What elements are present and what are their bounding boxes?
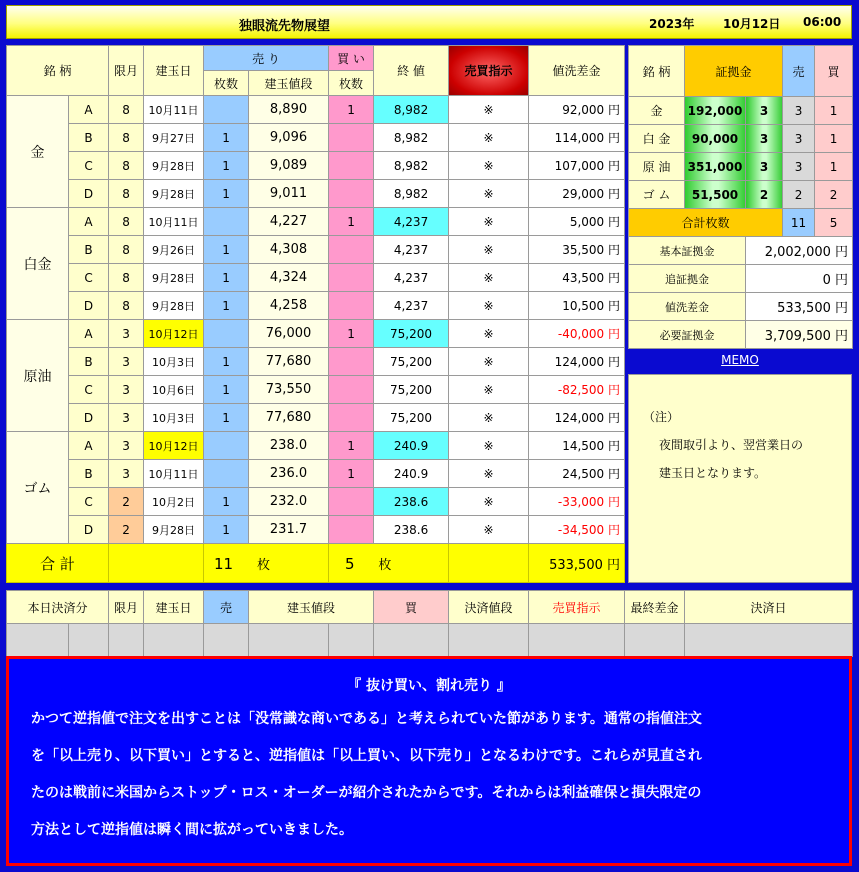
table-row [7,236,625,264]
sell-count-cell[interactable] [204,208,249,236]
summary-row [629,293,853,321]
sub-label: C [69,376,109,404]
buy-count-cell[interactable] [329,376,374,404]
order-cell: ※ [449,180,529,208]
total-buy: 5 枚 [329,544,449,583]
settle-cell[interactable] [249,624,329,657]
margin-value: 192,000 [685,97,746,125]
sub-label: B [69,124,109,152]
margin-buy: 2 [815,181,853,209]
date-cell: 10月11日 [144,460,204,488]
margin-sell: 3 [783,97,815,125]
settle-cell[interactable] [685,624,853,657]
settlement-table [6,590,853,657]
diff-cell: -34,500 円 [529,516,625,544]
diff-cell: 14,500 円 [529,432,625,460]
order-cell: ※ [449,404,529,432]
margin-row [629,125,853,153]
date-cell: 9月28日 [144,180,204,208]
sell-count-cell[interactable]: 1 [204,348,249,376]
price-cell[interactable]: 73,550 [249,376,329,404]
table-row [7,292,625,320]
memo-link[interactable]: MEMO [721,353,759,367]
group-name: 原油 [7,320,69,432]
settle-cell[interactable] [109,624,144,657]
diff-cell: -40,000 円 [529,320,625,348]
column-line: かつて逆指値で注文を出すことは「没常識な商いである」と考えられていた節があります。通常の指値注文 [31,711,702,727]
sell-count-cell[interactable]: 1 [204,264,249,292]
settle-cell[interactable] [204,624,249,657]
settle-col-header: 決済日 [685,591,853,624]
date-cell: 9月27日 [144,124,204,152]
side-col-brand: 銘 柄 [629,46,685,97]
close-cell: 8,982 [374,152,449,180]
memo-panel [628,374,852,583]
summary-row [629,265,853,293]
column-title: 『 抜け買い、割れ売り 』 [347,678,511,694]
summary-row [629,237,853,265]
group-name: ゴム [7,432,69,544]
summary-label: 必要証拠金 [629,321,746,349]
month-cell: 8 [109,292,144,320]
diff-cell: 24,500 円 [529,460,625,488]
month-cell: 3 [109,404,144,432]
margin-sell: 3 [783,153,815,181]
total-diff: 533,500 円 [529,544,625,583]
group-name: 白金 [7,208,69,320]
month-cell: 8 [109,124,144,152]
table-row [7,516,625,544]
margin-brand: ゴ ム [629,181,685,209]
sell-count-cell[interactable]: 1 [204,236,249,264]
date-cell: 10月11日 [144,208,204,236]
close-cell: 240.9 [374,432,449,460]
month-cell: 8 [109,180,144,208]
order-cell: ※ [449,376,529,404]
close-cell: 4,237 [374,264,449,292]
sell-count-cell[interactable]: 1 [204,488,249,516]
diff-cell: 124,000 円 [529,404,625,432]
order-cell: ※ [449,488,529,516]
date-cell: 10月3日 [144,348,204,376]
diff-cell: 43,500 円 [529,264,625,292]
close-cell: 238.6 [374,488,449,516]
order-cell: ※ [449,516,529,544]
month-cell: 3 [109,376,144,404]
month-cell: 8 [109,264,144,292]
month-cell: 3 [109,320,144,348]
month-cell: 3 [109,432,144,460]
buy-count-cell[interactable] [329,152,374,180]
close-cell: 240.9 [374,460,449,488]
price-cell[interactable]: 4,258 [249,292,329,320]
price-cell[interactable]: 9,089 [249,152,329,180]
order-cell: ※ [449,236,529,264]
col-brand: 銘 柄 [7,46,109,96]
sub-label: C [69,264,109,292]
settle-col-header: 建玉値段 [249,591,374,624]
close-cell: 4,237 [374,236,449,264]
margin-value: 90,000 [685,125,746,153]
col-diff: 値洗差金 [529,46,625,96]
sell-count-cell[interactable]: 1 [204,152,249,180]
time-label: 06:00 [803,15,842,29]
sub-label: C [69,152,109,180]
col-sell-group: 売 り [204,46,329,71]
settle-cell[interactable] [529,624,625,657]
price-cell[interactable]: 4,308 [249,236,329,264]
memo-line-2: 夜間取引より、翌営業日の [659,438,804,452]
order-cell: ※ [449,432,529,460]
sub-label: A [69,96,109,124]
margin-count: 3 [746,153,783,181]
buy-count-cell[interactable] [329,264,374,292]
sell-count-cell[interactable] [204,432,249,460]
sub-label: D [69,404,109,432]
buy-count-cell[interactable] [329,236,374,264]
month-cell: 8 [109,208,144,236]
price-cell[interactable]: 232.0 [249,488,329,516]
settle-col-header: 決済値段 [449,591,529,624]
margin-value: 351,000 [685,153,746,181]
table-row [7,124,625,152]
summary-value: 533,500 円 [746,293,853,321]
buy-count-cell[interactable] [329,180,374,208]
page-title: 独眼流先物展望 [239,19,331,34]
margin-sell: 2 [783,181,815,209]
date-cell: 10月12日 [144,320,204,348]
price-cell[interactable]: 76,000 [249,320,329,348]
col-month: 限月 [109,46,144,96]
price-cell[interactable]: 4,324 [249,264,329,292]
column-line: を「以上売り、以下買い」とすると、逆指値は「以上買い、以下売り」となるわけです。これらが見直され [31,748,702,764]
margin-sell: 3 [783,125,815,153]
diff-cell: -82,500 円 [529,376,625,404]
order-cell: ※ [449,152,529,180]
margin-count: 3 [746,125,783,153]
buy-count-cell[interactable] [329,516,374,544]
summary-row [629,321,853,349]
group-name: 金 [7,96,69,208]
margin-brand: 金 [629,97,685,125]
price-cell[interactable]: 9,096 [249,124,329,152]
summary-value: 0 円 [746,265,853,293]
settle-col-header: 最終差金 [625,591,685,624]
close-cell: 75,200 [374,376,449,404]
table-row [7,208,625,236]
sell-count-cell[interactable] [204,96,249,124]
table-row [7,152,625,180]
diff-cell: 5,000 円 [529,208,625,236]
table-row [7,488,625,516]
side-total-label: 合計枚数 [629,209,783,237]
column-box [6,656,852,866]
diff-cell: 10,500 円 [529,292,625,320]
margin-count: 2 [746,181,783,209]
table-row [7,180,625,208]
side-col-sell: 売 [783,46,815,97]
sub-label: A [69,320,109,348]
buy-count-cell[interactable]: 1 [329,460,374,488]
order-cell: ※ [449,208,529,236]
memo-line-1: （注） [643,410,680,424]
buy-count-cell[interactable]: 1 [329,208,374,236]
month-cell: 8 [109,152,144,180]
col-buy-group: 買 い [329,46,374,71]
table-row [7,376,625,404]
settle-cell[interactable] [7,624,69,657]
close-cell: 75,200 [374,404,449,432]
close-cell: 8,982 [374,124,449,152]
date-cell: 9月28日 [144,516,204,544]
table-row [7,348,625,376]
date-label: 10月12日 [723,17,781,31]
close-cell: 4,237 [374,208,449,236]
table-row [7,264,625,292]
date-cell: 9月28日 [144,152,204,180]
margin-buy: 1 [815,153,853,181]
sell-count-cell[interactable] [204,320,249,348]
summary-value: 3,709,500 円 [746,321,853,349]
order-cell: ※ [449,292,529,320]
summary-label: 値洗差金 [629,293,746,321]
date-cell: 9月28日 [144,292,204,320]
diff-cell: 29,000 円 [529,180,625,208]
sub-label: D [69,180,109,208]
order-cell: ※ [449,320,529,348]
buy-count-cell[interactable] [329,124,374,152]
date-cell: 9月28日 [144,264,204,292]
sub-label: B [69,460,109,488]
buy-count-cell[interactable]: 1 [329,320,374,348]
margin-buy: 1 [815,97,853,125]
price-cell[interactable]: 238.0 [249,432,329,460]
total-sell: 11 枚 [204,544,329,583]
order-cell: ※ [449,124,529,152]
buy-count-cell[interactable] [329,348,374,376]
settle-col-header: 本日決済分 [7,591,109,624]
month-cell: 8 [109,236,144,264]
month-cell: 3 [109,460,144,488]
settle-col-header: 買 [374,591,449,624]
order-button[interactable]: 売買指示 [449,46,529,96]
sub-label: C [69,488,109,516]
column-line: 方法として逆指値は瞬く間に拡がっていきました。 [31,822,353,838]
close-cell: 75,200 [374,320,449,348]
settle-col-header: 売 [204,591,249,624]
order-cell: ※ [449,264,529,292]
month-cell: 2 [109,516,144,544]
buy-count-cell[interactable] [329,488,374,516]
sell-count-cell[interactable]: 1 [204,516,249,544]
col-sell-count: 枚数 [204,71,249,96]
settle-col-header: 売買指示 [529,591,625,624]
table-row [7,460,625,488]
settle-cell[interactable] [449,624,529,657]
table-row [7,320,625,348]
summary-value: 2,002,000 円 [746,237,853,265]
settle-cell[interactable] [374,624,449,657]
sell-count-cell[interactable]: 1 [204,124,249,152]
side-total-buy: 5 [815,209,853,237]
date-cell: 10月12日 [144,432,204,460]
settle-cell[interactable] [144,624,204,657]
date-cell: 10月3日 [144,404,204,432]
margin-row [629,153,853,181]
order-cell: ※ [449,96,529,124]
sell-count-cell[interactable] [204,460,249,488]
sub-label: B [69,236,109,264]
side-total-sell: 11 [783,209,815,237]
month-cell: 2 [109,488,144,516]
margin-value: 51,500 [685,181,746,209]
sell-count-cell[interactable]: 1 [204,180,249,208]
date-cell: 10月6日 [144,376,204,404]
sub-label: A [69,208,109,236]
margin-row [629,97,853,125]
settle-cell[interactable] [69,624,109,657]
price-cell[interactable]: 231.7 [249,516,329,544]
sub-label: A [69,432,109,460]
side-col-buy: 買 [815,46,853,97]
price-cell[interactable]: 9,011 [249,180,329,208]
sub-label: D [69,292,109,320]
sell-count-cell[interactable]: 1 [204,404,249,432]
diff-cell: 124,000 円 [529,348,625,376]
diff-cell: 107,000 円 [529,152,625,180]
month-cell: 8 [109,96,144,124]
margin-table [628,45,853,349]
close-cell: 8,982 [374,180,449,208]
col-date: 建玉日 [144,46,204,96]
table-row [7,404,625,432]
summary-label: 追証拠金 [629,265,746,293]
col-price: 建玉値段 [249,71,329,96]
col-close: 終 値 [374,46,449,96]
margin-buy: 1 [815,125,853,153]
price-cell[interactable]: 4,227 [249,208,329,236]
margin-row [629,181,853,209]
price-cell[interactable]: 77,680 [249,348,329,376]
close-cell: 75,200 [374,348,449,376]
date-cell: 10月2日 [144,488,204,516]
sell-count-cell[interactable]: 1 [204,292,249,320]
close-cell: 4,237 [374,292,449,320]
month-cell: 3 [109,348,144,376]
order-cell: ※ [449,460,529,488]
close-cell: 238.6 [374,516,449,544]
memo-line-3: 建玉日となります。 [659,466,767,480]
date-cell: 9月26日 [144,236,204,264]
price-cell[interactable]: 77,680 [249,404,329,432]
column-line: たのは戦前に米国からストップ・ロス・オーダーが紹介されたからです。それからは利益確保と損失限定の [31,785,702,801]
diff-cell: -33,000 円 [529,488,625,516]
buy-count-cell[interactable]: 1 [329,432,374,460]
price-cell[interactable]: 8,890 [249,96,329,124]
margin-count: 3 [746,97,783,125]
settle-cell[interactable] [625,624,685,657]
close-cell: 8,982 [374,96,449,124]
diff-cell: 114,000 円 [529,124,625,152]
sub-label: B [69,348,109,376]
diff-cell: 35,500 円 [529,236,625,264]
buy-count-cell[interactable] [329,404,374,432]
side-col-margin: 証拠金 [685,46,783,97]
total-label: 合 計 [7,544,109,583]
col-buy-count: 枚数 [329,71,374,96]
settle-cell[interactable] [329,624,374,657]
margin-brand: 白 金 [629,125,685,153]
diff-cell: 92,000 円 [529,96,625,124]
buy-count-cell[interactable]: 1 [329,96,374,124]
positions-table [6,45,625,583]
sell-count-cell[interactable]: 1 [204,376,249,404]
settle-col-header: 建玉日 [144,591,204,624]
margin-brand: 原 油 [629,153,685,181]
settle-col-header: 限月 [109,591,144,624]
order-cell: ※ [449,348,529,376]
year-label: 2023年 [649,17,695,31]
sub-label: D [69,516,109,544]
title-bar [6,5,852,39]
price-cell[interactable]: 236.0 [249,460,329,488]
table-row [7,432,625,460]
summary-label: 基本証拠金 [629,237,746,265]
date-cell: 10月11日 [144,96,204,124]
buy-count-cell[interactable] [329,292,374,320]
table-row [7,96,625,124]
